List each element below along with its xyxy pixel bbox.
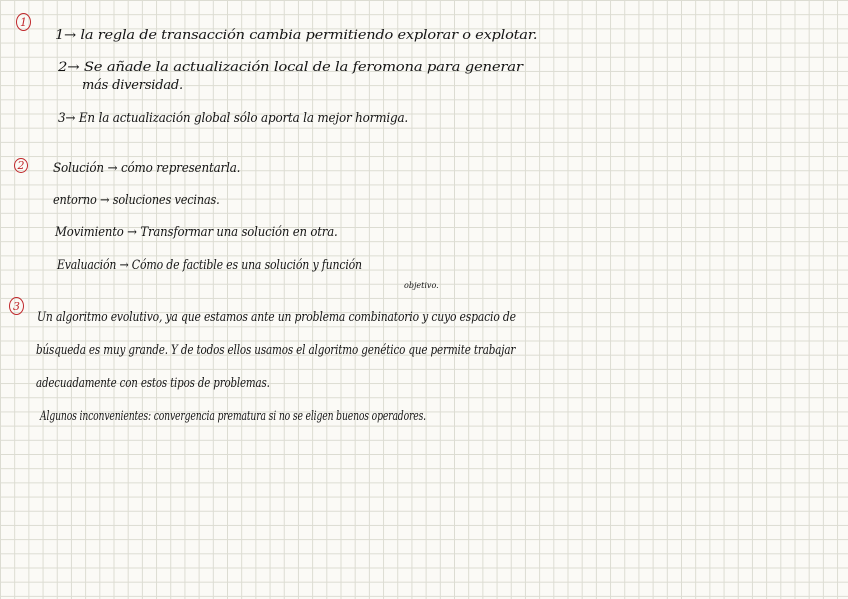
section-1-line-2: 2→ Se añade la actualización local de la feromona para generar	[58, 60, 523, 75]
section-3-line-3: adecuadamente con estos tipos de problemas.	[36, 376, 270, 391]
section-2-marker: 2	[14, 158, 28, 173]
section-3-line-1: Un algoritmo evolutivo, ya que estamos ante un problema combinatorio y cuyo espacio de	[37, 310, 516, 325]
section-1-line-3: más diversidad.	[82, 78, 183, 93]
section-2-line-3: Movimiento → Transformar una solución en otra.	[55, 225, 338, 240]
section-1-line-1: 1→ la regla de transacción cambia permitiendo explorar o explotar.	[55, 28, 538, 43]
section-1-line-4: 3→ En la actualización global sólo aporta la mejor hormiga.	[58, 111, 409, 126]
section-2-line-4: Evaluación → Cómo de factible es una solución y función	[57, 258, 362, 273]
section-2-line-2: entorno → soluciones vecinas.	[53, 193, 220, 208]
section-3-line-4: Algunos inconvenientes: convergencia prematura si no se eligen buenos operadores.	[40, 409, 426, 424]
section-3-marker: 3	[9, 297, 24, 315]
section-1-marker: 1	[16, 13, 31, 31]
section-3-line-2: búsqueda es muy grande. Y de todos ellos usamos el algoritmo genético que permite trabajar	[36, 343, 516, 358]
section-2-line-4-note: objetivo.	[404, 281, 439, 290]
section-2-line-1: Solución → cómo representarla.	[53, 161, 241, 176]
